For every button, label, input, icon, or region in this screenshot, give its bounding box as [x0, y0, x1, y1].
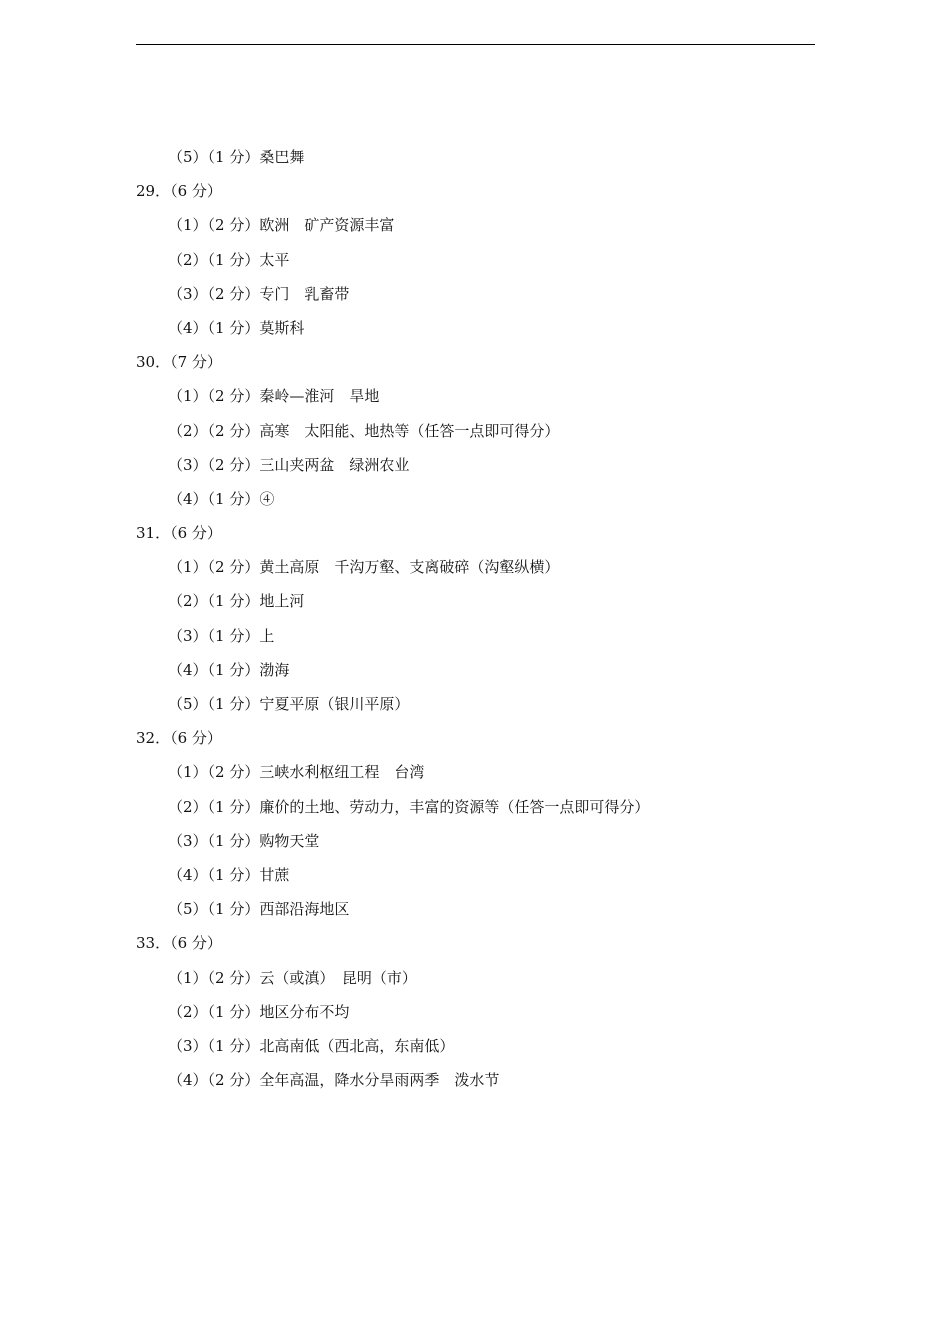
answer-30-4: （4）（1 分）④	[168, 489, 275, 508]
answer-29-2: （2）（1 分）太平	[168, 250, 290, 269]
answer-29-1: （1）（2 分）欧洲 矿产资源丰富	[168, 216, 395, 235]
answer-33-2: （2）（1 分）地区分布不均	[168, 1002, 350, 1021]
answer-31-1: （1）（2 分）黄土高原 千沟万壑、支离破碎（沟壑纵横）	[168, 558, 560, 577]
answer-list	[136, 140, 816, 1097]
question-32-heading: 32．（6 分）	[136, 729, 222, 748]
answer-30-1: （1）（2 分）秦岭—淮河 旱地	[168, 387, 380, 406]
answer-32-3: （3）（1 分）购物天堂	[168, 831, 320, 850]
answer-33-4: （4）（2 分）全年高温，降水分旱雨两季 泼水节	[168, 1071, 500, 1090]
answer-33-3: （3）（1 分）北高南低（西北高，东南低）	[168, 1036, 455, 1055]
answer-29-3: （3）（2 分）专门 乳畜带	[168, 284, 350, 303]
answer-31-4: （4）（1 分）渤海	[168, 660, 290, 679]
question-31-heading: 31．（6 分）	[136, 524, 222, 543]
answer-31-5: （5）（1 分）宁夏平原（银川平原）	[168, 695, 410, 713]
answer-32-5: （5）（1 分）西部沿海地区	[168, 900, 350, 919]
header-rule	[136, 44, 815, 45]
question-33-heading: 33．（6 分）	[136, 934, 222, 953]
answer-32-4: （4）（1 分）甘蔗	[168, 865, 290, 884]
answer-30-3: （3）（2 分）三山夹两盆 绿洲农业	[168, 455, 410, 474]
answer-29-4: （4）（1 分）莫斯科	[168, 318, 305, 337]
question-29-heading: 29．（6 分）	[136, 182, 222, 201]
answer-33-1: （1）（2 分）云（或滇） 昆明（市）	[168, 968, 417, 987]
answer-31-3: （3）（1 分）上	[168, 626, 275, 645]
question-30-heading: 30．（7 分）	[136, 353, 222, 372]
answer-30-2: （2）（2 分）高寒 太阳能、地热等（任答一点即可得分）	[168, 421, 560, 440]
answer-32-2: （2）（1 分）廉价的土地、劳动力，丰富的资源等（任答一点即可得分）	[168, 797, 650, 816]
answer-31-2: （2）（1 分）地上河	[168, 592, 305, 611]
answer-28-5: （5）（1 分）桑巴舞	[168, 148, 305, 166]
answer-32-1: （1）（2 分）三峡水利枢纽工程 台湾	[168, 763, 425, 782]
